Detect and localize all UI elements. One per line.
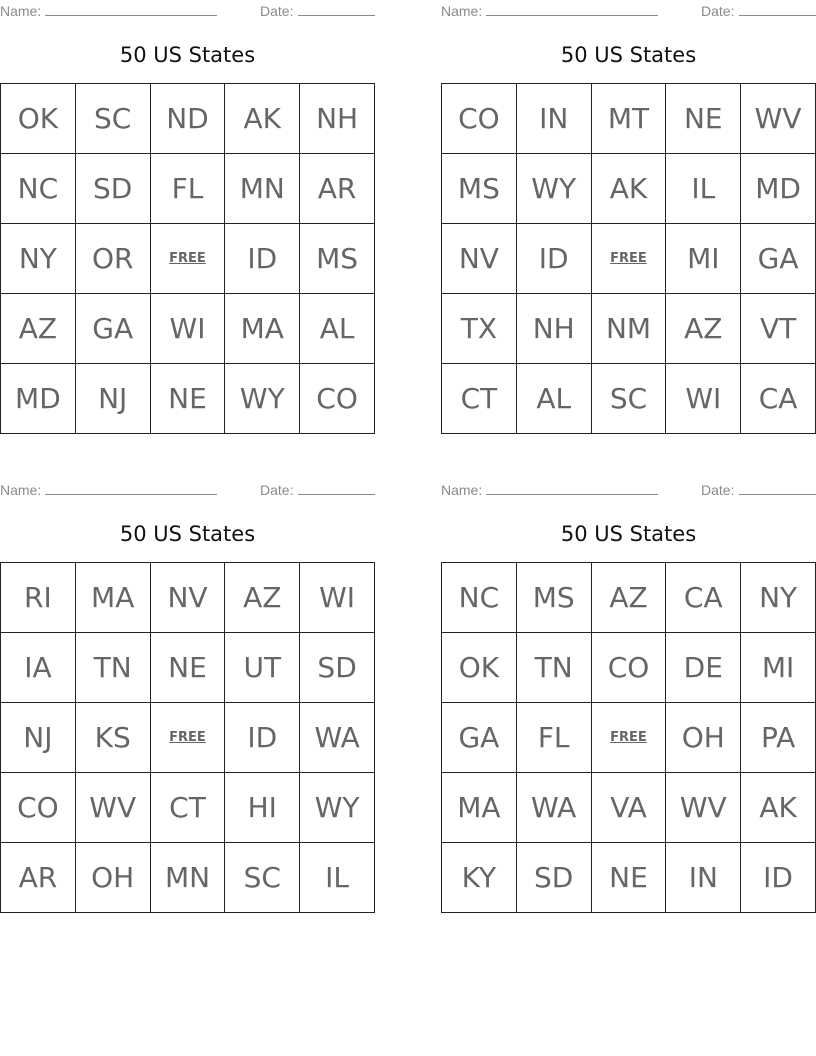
bingo-cell: CT	[151, 773, 226, 843]
bingo-cell: PA	[741, 703, 816, 773]
name-label: Name:	[0, 482, 42, 498]
card-header	[441, 482, 816, 498]
bingo-cell: GA	[76, 294, 151, 364]
bingo-cell: IA	[1, 633, 76, 703]
bingo-cell: RI	[1, 563, 76, 633]
bingo-cell: NE	[592, 843, 667, 913]
free-space-cell: FREE	[151, 224, 226, 294]
bingo-cell: SD	[300, 633, 375, 703]
bingo-cell: VA	[592, 773, 667, 843]
bingo-cell: NE	[151, 633, 226, 703]
bingo-cell: IN	[517, 84, 592, 154]
card-header	[441, 3, 816, 19]
bingo-cell: FL	[151, 154, 226, 224]
bingo-cell: WY	[300, 773, 375, 843]
date-blank-line	[298, 15, 375, 16]
bingo-cell: WV	[666, 773, 741, 843]
bingo-cell: MA	[442, 773, 517, 843]
bingo-cell: AZ	[225, 563, 300, 633]
bingo-cell: FL	[517, 703, 592, 773]
bingo-cell: WA	[517, 773, 592, 843]
bingo-cell: MA	[76, 563, 151, 633]
bingo-cell: WV	[76, 773, 151, 843]
bingo-cell: VT	[741, 294, 816, 364]
card-title: 50 US States	[560, 522, 697, 546]
bingo-cell: SC	[592, 364, 667, 434]
bingo-cell: NC	[1, 154, 76, 224]
bingo-cell: NE	[151, 364, 226, 434]
bingo-grid	[441, 83, 816, 434]
date-blank-line	[739, 494, 816, 495]
bingo-grid	[0, 562, 375, 913]
bingo-card-3	[0, 479, 375, 919]
bingo-cell: ND	[151, 84, 226, 154]
bingo-cell: WY	[225, 364, 300, 434]
bingo-cell: WA	[300, 703, 375, 773]
free-space-cell: FREE	[592, 703, 667, 773]
bingo-grid	[441, 562, 816, 913]
bingo-cell: CA	[666, 563, 741, 633]
bingo-cell: NE	[666, 84, 741, 154]
bingo-cell: AL	[517, 364, 592, 434]
bingo-cell: CO	[442, 84, 517, 154]
bingo-cell: NY	[1, 224, 76, 294]
bingo-cell: SD	[76, 154, 151, 224]
bingo-cell: MI	[666, 224, 741, 294]
bingo-cell: NV	[442, 224, 517, 294]
bingo-cell: IL	[300, 843, 375, 913]
bingo-cell: UT	[225, 633, 300, 703]
card-header	[0, 3, 375, 19]
bingo-cell: MS	[517, 563, 592, 633]
bingo-cell: OK	[1, 84, 76, 154]
bingo-cell: ID	[741, 843, 816, 913]
bingo-cell: TN	[517, 633, 592, 703]
bingo-cell: AZ	[666, 294, 741, 364]
bingo-cell: KS	[76, 703, 151, 773]
name-blank-line	[45, 15, 217, 16]
name-blank-line	[486, 494, 658, 495]
bingo-cell: HI	[225, 773, 300, 843]
bingo-cell: AK	[741, 773, 816, 843]
bingo-cell: ID	[225, 224, 300, 294]
bingo-cell: AR	[1, 843, 76, 913]
bingo-cell: AZ	[1, 294, 76, 364]
bingo-card-2	[441, 0, 816, 440]
bingo-cell: KY	[442, 843, 517, 913]
bingo-cell: DE	[666, 633, 741, 703]
bingo-cell: TX	[442, 294, 517, 364]
bingo-cell: NC	[442, 563, 517, 633]
bingo-cell: CO	[1, 773, 76, 843]
bingo-cell: MN	[151, 843, 226, 913]
name-blank-line	[45, 494, 217, 495]
bingo-cell: OH	[76, 843, 151, 913]
date-blank-line	[298, 494, 375, 495]
date-blank-line	[739, 15, 816, 16]
bingo-cell: NY	[741, 563, 816, 633]
free-space-cell: FREE	[151, 703, 226, 773]
bingo-cell: WV	[741, 84, 816, 154]
bingo-cell: WI	[666, 364, 741, 434]
bingo-cell: MS	[442, 154, 517, 224]
date-label: Date:	[260, 3, 294, 19]
bingo-grid	[0, 83, 375, 434]
bingo-cell: NV	[151, 563, 226, 633]
date-label: Date:	[701, 482, 735, 498]
card-title: 50 US States	[119, 43, 256, 67]
bingo-cell: NJ	[76, 364, 151, 434]
bingo-cell: MS	[300, 224, 375, 294]
bingo-cell: OR	[76, 224, 151, 294]
bingo-card-1	[0, 0, 375, 440]
bingo-cell: CT	[442, 364, 517, 434]
bingo-cell: MD	[1, 364, 76, 434]
bingo-cell: MI	[741, 633, 816, 703]
card-title: 50 US States	[119, 522, 256, 546]
bingo-cell: MN	[225, 154, 300, 224]
bingo-cell: GA	[741, 224, 816, 294]
bingo-cell: ID	[225, 703, 300, 773]
bingo-cell: TN	[76, 633, 151, 703]
bingo-cell: GA	[442, 703, 517, 773]
bingo-cell: CA	[741, 364, 816, 434]
name-blank-line	[486, 15, 658, 16]
card-title: 50 US States	[560, 43, 697, 67]
card-header	[0, 482, 375, 498]
bingo-cell: AZ	[592, 563, 667, 633]
bingo-cell: SD	[517, 843, 592, 913]
bingo-cell: IL	[666, 154, 741, 224]
date-label: Date:	[701, 3, 735, 19]
bingo-cell: WI	[151, 294, 226, 364]
bingo-card-4	[441, 479, 816, 919]
name-label: Name:	[0, 3, 42, 19]
bingo-cell: OK	[442, 633, 517, 703]
name-label: Name:	[441, 3, 483, 19]
bingo-cell: CO	[592, 633, 667, 703]
bingo-cell: NJ	[1, 703, 76, 773]
bingo-cell: SC	[76, 84, 151, 154]
bingo-cell: WI	[300, 563, 375, 633]
bingo-cell: AK	[225, 84, 300, 154]
bingo-cell: NM	[592, 294, 667, 364]
bingo-cell: AL	[300, 294, 375, 364]
bingo-cell: MD	[741, 154, 816, 224]
bingo-cell: AR	[300, 154, 375, 224]
bingo-cell: OH	[666, 703, 741, 773]
bingo-cell: AK	[592, 154, 667, 224]
bingo-cell: MT	[592, 84, 667, 154]
bingo-cell: ID	[517, 224, 592, 294]
free-space-cell: FREE	[592, 224, 667, 294]
bingo-cell: NH	[300, 84, 375, 154]
bingo-cell: MA	[225, 294, 300, 364]
name-label: Name:	[441, 482, 483, 498]
bingo-cell: CO	[300, 364, 375, 434]
bingo-cell: NH	[517, 294, 592, 364]
bingo-cell: SC	[225, 843, 300, 913]
bingo-cell: IN	[666, 843, 741, 913]
bingo-cell: WY	[517, 154, 592, 224]
date-label: Date:	[260, 482, 294, 498]
